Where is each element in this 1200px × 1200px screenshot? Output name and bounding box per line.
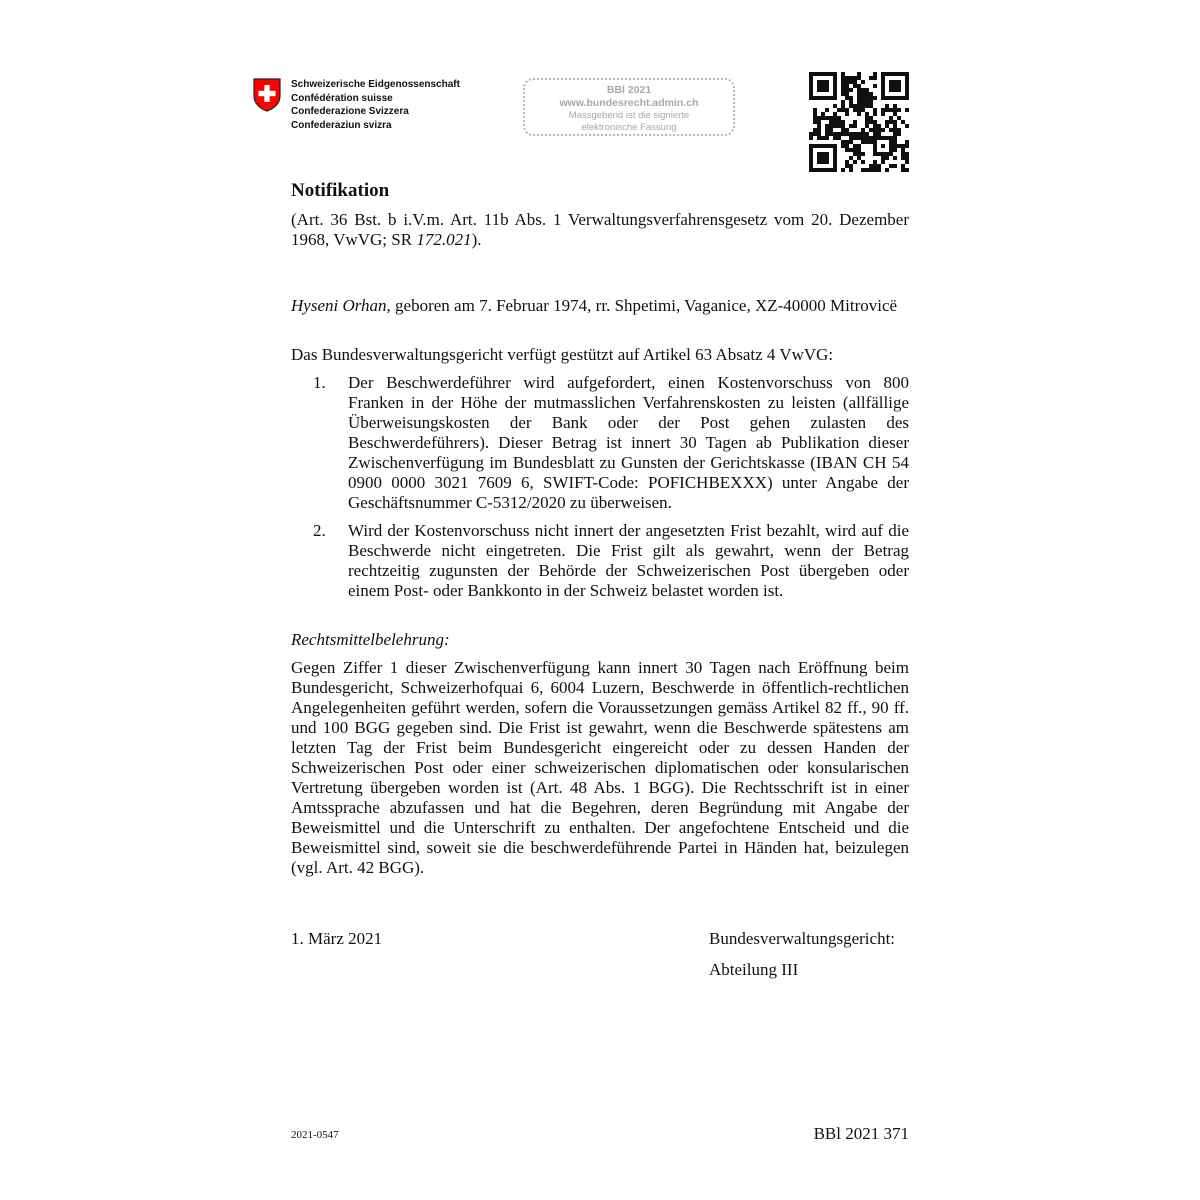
decision-item-number: 2.	[313, 521, 326, 540]
qr-code-icon	[809, 72, 909, 172]
stamp-url: www.bundesrecht.admin.ch	[559, 97, 699, 109]
law-reference-sr: 172.021	[416, 230, 472, 249]
confederation-name-it: Confederazione Svizzera	[291, 106, 409, 117]
swiss-crest-icon	[252, 78, 282, 112]
confederation-name-de: Schweizerische Eidgenossenschaft	[291, 79, 460, 90]
publication-stamp	[523, 78, 735, 136]
remedy-text: Gegen Ziffer 1 dieser Zwischenverfügung kann innert 30 Tagen nach Eröffnung beim Bundesgericht, Schweizerhofquai 6, 6004 Luzern, Beschwerde in öffentlich-rechtlichen Angelegenheiten geführt werden, sofern die Voraussetzungen gemäss Artikel 82 ff., 90 ff. und 100 BGG gegeben sind. Die Frist ist gewahrt, wenn die Beschwerde spätestens am letzten Tag der Frist beim Bundesgericht eingereicht oder zu dessen Handen der Schweizerischen Post oder einer schweizerischen diplomatischen oder konsularischen Vertretung übergeben worden ist (Art. 48 Abs. 1 BGG). Die Rechtsschrift ist in einer Amtssprache abzufassen und hat die Begehren, deren Begründung mit Angabe der Beweismittel und die Unterschrift zu enthalten. Der angefochtene Entscheid und die Beweismittel sind, soweit sie die beschwerdeführende Partei in Händen hat, beizulegen (vgl. Art. 42 BGG).	[291, 658, 909, 877]
addressee-name: Hyseni Orhan,	[291, 296, 391, 315]
decision-item-text: Der Beschwerdeführer wird aufgefordert, einen Kostenvorschuss von 800 Franken in der Höhe der mutmasslichen Verfahrenskosten zu leisten (allfällige Überweisungskosten der Bank oder der Post gehen zulasten des Beschwerdeführers). Dieser Betrag ist innert 30 Tagen ab Publikation dieser Zwischenverfügung im Bundesblatt zu Gunsten der Gerichtskasse (IBAN CH 54 0900 0000 3021 7609 6, SWIFT-Code: POFICHBEXXX) unter Angabe der Geschäftsnummer C-5312/2020 zu überweisen.	[348, 373, 909, 512]
stamp-line-1: BBl 2021	[606, 84, 652, 96]
signature-block	[709, 929, 895, 980]
stamp-line-3: Massgebend ist die signierte	[568, 110, 690, 121]
court-department: Abteilung III	[709, 960, 799, 979]
addressee-details: geboren am 7. Februar 1974, rr. Shpetimi, Vaganice, XZ-40000 Mitrovicë	[390, 296, 898, 315]
confederation-names	[291, 78, 460, 132]
confederation-name-rm: Confederaziun svizra	[291, 119, 392, 131]
remedy-heading: Rechtsmittelbelehrung:	[291, 630, 450, 649]
document-title: Notifikation	[291, 180, 390, 201]
page-reference: BBl 2021 371	[813, 1124, 909, 1143]
law-reference-text: (Art. 36 Bst. b i.V.m. Art. 11b Abs. 1 Verwaltungsverfahrensgesetz vom 20. Dezember 1968, VwVG; SR	[291, 210, 909, 249]
decision-item-number: 1.	[313, 373, 326, 392]
document-date: 1. März 2021	[291, 929, 383, 948]
decision-item-text: Wird der Kostenvorschuss nicht innert der angesetzten Frist bezahlt, wird auf die Beschwerde nicht eingetreten. Die Frist gilt als gewahrt, wenn der Betrag rechtzeitig zugunsten der Behörde der Schweizerischen Post übergeben oder einem Post- oder Bankkonto in der Schweiz belastet worden ist.	[348, 521, 909, 600]
addressee	[291, 296, 909, 316]
court-name: Bundesverwaltungsgericht:	[709, 929, 896, 948]
law-reference-end: ).	[471, 230, 482, 249]
law-reference	[291, 210, 909, 250]
decision-intro: Das Bundesverwaltungsgericht verfügt gestützt auf Artikel 63 Absatz 4 VwVG:	[291, 345, 834, 364]
confederation-name-fr: Confédération suisse	[291, 92, 393, 104]
document-number: 2021-0547	[291, 1129, 339, 1141]
stamp-line-4: elektronische Fassung	[581, 122, 677, 133]
